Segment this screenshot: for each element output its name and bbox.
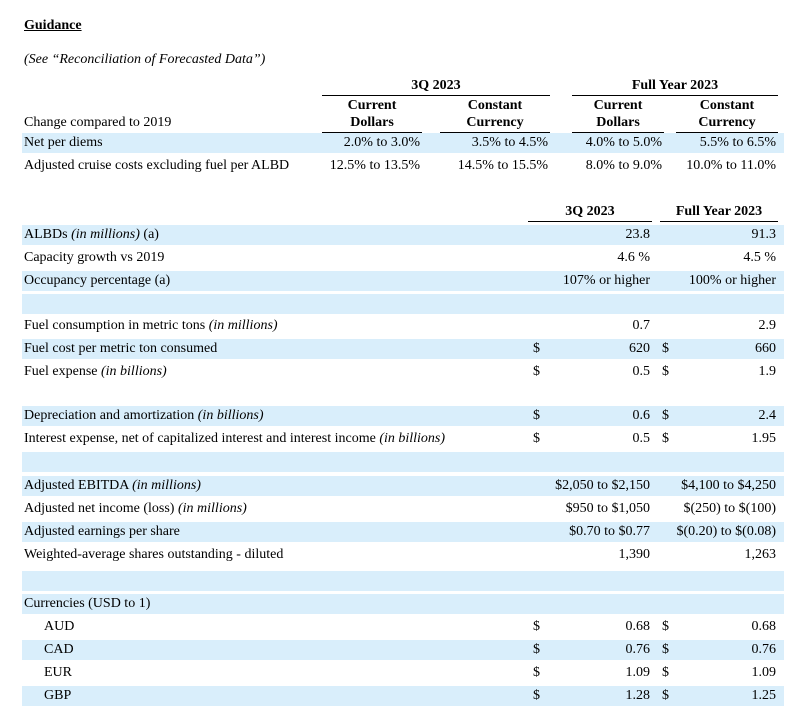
table-cell: 8.0% to 9.0% — [585, 158, 662, 173]
table-cell-3q: 0.76 — [625, 642, 650, 657]
table-row-label — [24, 545, 283, 565]
row-label-header: Change compared to 2019 — [24, 115, 172, 130]
row-label-unit: (in millions) — [177, 501, 247, 516]
row-label-text: CAD — [44, 642, 74, 657]
table-cell-fy: 1,263 — [744, 547, 776, 562]
table-row-label — [24, 476, 201, 496]
row-label-note: (a) — [143, 227, 159, 242]
table-cell-3q: 1.28 — [625, 688, 650, 703]
col-header: Constant — [699, 98, 755, 113]
table-cell-3q: $2,050 to $2,150 — [555, 478, 650, 493]
row-label-text: Adjusted net income (loss) — [24, 501, 175, 516]
table-row-label — [24, 522, 180, 542]
table-cell-fy: $4,100 to $4,250 — [681, 478, 776, 493]
table-row-label — [44, 617, 74, 637]
table-cell-fy: 91.3 — [751, 227, 776, 242]
dollar-sign: $ — [533, 619, 540, 634]
col-header: Current — [593, 98, 643, 113]
col-underline — [528, 221, 652, 222]
dollar-sign: $ — [662, 408, 669, 423]
dollar-sign: $ — [662, 688, 669, 703]
group-header-3q: 3Q 2023 — [411, 78, 461, 93]
table-cell: 3.5% to 4.5% — [471, 135, 548, 150]
table-cell-3q: 0.6 — [632, 408, 650, 423]
table-cell-3q: 1.09 — [625, 665, 650, 680]
table-cell: 10.0% to 11.0% — [686, 158, 776, 173]
table-cell-fy: 2.4 — [758, 408, 776, 423]
table-row-label — [24, 339, 217, 359]
page-title: Guidance — [24, 18, 82, 33]
row-band — [22, 686, 784, 706]
row-label-text: Depreciation and amortization — [24, 408, 195, 423]
table-cell-fy: $(250) to $(100) — [683, 501, 776, 516]
table-row-label — [44, 686, 71, 706]
table-cell-3q: 620 — [629, 341, 650, 356]
row-label-unit: (in billions) — [100, 364, 167, 379]
col-header: Constant — [467, 98, 523, 113]
dollar-sign: $ — [533, 364, 540, 379]
table-cell: 4.0% to 5.0% — [585, 135, 662, 150]
dollar-sign: $ — [533, 665, 540, 680]
dollar-sign: $ — [662, 665, 669, 680]
col-underline — [660, 221, 778, 222]
table-cell-3q: $0.70 to $0.77 — [569, 524, 650, 539]
dollar-sign: $ — [662, 341, 669, 356]
table-cell-fy: 1.95 — [751, 431, 776, 446]
table-cell-3q: $950 to $1,050 — [565, 501, 650, 516]
table-row-label — [24, 316, 278, 336]
table-cell-fy: 1.9 — [758, 364, 776, 379]
row-label-unit: (in billions) — [379, 431, 446, 446]
col-header: Current — [347, 98, 397, 113]
dollar-sign: $ — [533, 688, 540, 703]
row-label-text: Adjusted earnings per share — [24, 524, 180, 539]
table-cell-3q: 0.5 — [632, 364, 650, 379]
row-label-text: Weighted-average shares outstanding - diluted — [24, 547, 284, 562]
col-header-fy: Full Year 2023 — [675, 204, 763, 219]
table-row-label — [44, 640, 74, 660]
table-row-label — [24, 429, 445, 449]
dollar-sign: $ — [533, 642, 540, 657]
table-cell-fy: 660 — [755, 341, 776, 356]
table-cell-fy: 1.25 — [751, 688, 776, 703]
table-row-label — [24, 594, 150, 614]
col-header: Currency — [698, 115, 756, 130]
col-header-3q: 3Q 2023 — [565, 204, 615, 219]
row-label-unit: (in millions) — [208, 318, 278, 333]
table-cell: 14.5% to 15.5% — [457, 158, 548, 173]
table-cell-3q: 0.7 — [632, 318, 650, 333]
table-cell-fy: 0.76 — [751, 642, 776, 657]
col-header: Currency — [466, 115, 524, 130]
row-label-text: GBP — [44, 688, 72, 703]
table-cell: 12.5% to 13.5% — [329, 158, 420, 173]
table-cell-fy: 0.68 — [751, 619, 776, 634]
col-header: Dollars — [596, 115, 640, 130]
table-cell-fy: 100% or higher — [688, 273, 776, 288]
col-header: Dollars — [350, 115, 394, 130]
row-label-unit: (in millions) — [71, 227, 140, 242]
table-cell-fy: 1.09 — [751, 665, 776, 680]
table-row-label — [44, 663, 72, 683]
table-row-label: Adjusted cruise costs excluding fuel per ALBD — [24, 158, 290, 173]
table-row-label — [24, 406, 264, 426]
row-label-text: Adjusted EBITDA — [24, 478, 129, 493]
table-cell-3q: 0.5 — [632, 431, 650, 446]
table-cell-3q: 23.8 — [625, 227, 650, 242]
dollar-sign: $ — [662, 619, 669, 634]
row-label-text: Occupancy percentage (a) — [24, 273, 171, 288]
spacer-band — [22, 294, 784, 314]
table-cell-fy: 4.5 % — [743, 250, 776, 265]
table-row-label — [24, 362, 167, 382]
row-label-text: ALBDs — [24, 227, 68, 242]
dollar-sign: $ — [533, 408, 540, 423]
group-header-fy: Full Year 2023 — [631, 78, 719, 93]
dollar-sign: $ — [662, 642, 669, 657]
spacer-band — [22, 452, 784, 472]
table-cell-3q: 0.68 — [625, 619, 650, 634]
table-cell: 2.0% to 3.0% — [343, 135, 420, 150]
row-label-text: Currencies (USD to 1) — [24, 596, 151, 611]
table-cell-3q: 107% or higher — [562, 273, 650, 288]
row-label-text: EUR — [44, 665, 72, 680]
table-row-label — [24, 271, 170, 291]
table-cell-fy: $(0.20) to $(0.08) — [676, 524, 776, 539]
table-cell: 5.5% to 6.5% — [699, 135, 776, 150]
dollar-sign: $ — [533, 431, 540, 446]
row-label-text: Fuel consumption in metric tons — [24, 318, 206, 333]
spacer-band — [22, 571, 784, 591]
table-cell-fy: 2.9 — [758, 318, 776, 333]
row-label-text: AUD — [44, 619, 75, 634]
table-cell-3q: 4.6 % — [617, 250, 650, 265]
row-label-text: Fuel expense — [24, 364, 98, 379]
row-label-text: Interest expense, net of capitalized interest and interest income — [24, 431, 376, 446]
table-row-label: Net per diems — [24, 135, 103, 150]
row-label-unit: (in millions) — [132, 478, 201, 493]
table-cell-3q: 1,390 — [618, 547, 650, 562]
row-label-text: Capacity growth vs 2019 — [24, 250, 165, 265]
row-label-unit: (in billions) — [197, 408, 264, 423]
page-subtitle: (See “Reconciliation of Forecasted Data”) — [24, 52, 266, 67]
row-label-text: Fuel cost per metric ton consumed — [24, 341, 218, 356]
dollar-sign: $ — [662, 364, 669, 379]
dollar-sign: $ — [533, 341, 540, 356]
table-row-label — [24, 225, 159, 245]
dollar-sign: $ — [662, 431, 669, 446]
table-row-label — [24, 248, 164, 268]
table-row-label — [24, 499, 247, 519]
row-band — [22, 640, 784, 660]
